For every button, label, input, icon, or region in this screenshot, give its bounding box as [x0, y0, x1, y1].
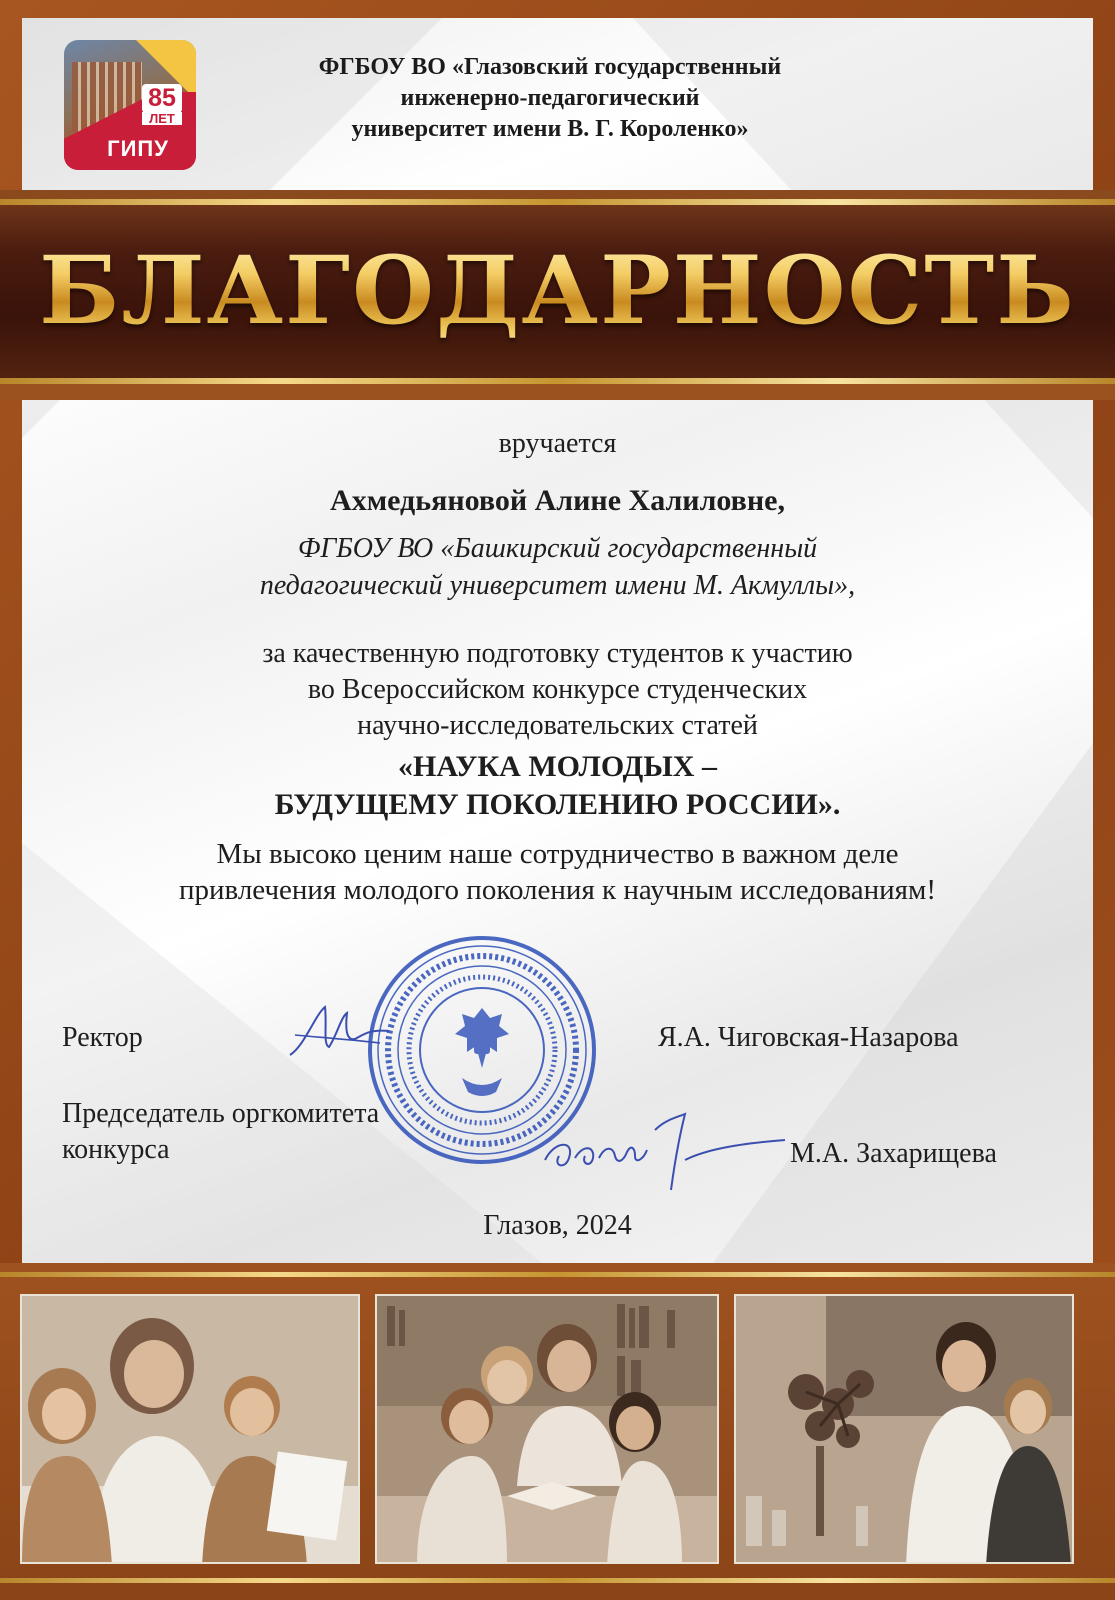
chair-name: М.А. Захарищева — [790, 1138, 997, 1169]
award-reason — [0, 636, 1115, 744]
contest-line: «НАУКА МОЛОДЫХ – — [398, 750, 717, 783]
chair-role-line: Председатель оргкомитета — [62, 1098, 380, 1129]
contest-name — [0, 748, 1115, 824]
institution-line: педагогический университет имени М. Акмуллы», — [259, 570, 856, 601]
reason-line: за качественную подготовку студентов к участию — [262, 638, 853, 669]
certificate-title: БЛАГОДАРНОСТЬ — [0, 236, 1115, 346]
children-reading-book-photo — [375, 1294, 719, 1564]
recipient-institution — [0, 530, 1115, 604]
rector-name: Я.А. Чиговская-Назарова — [658, 1022, 959, 1053]
teacher-with-children-photo — [20, 1294, 360, 1564]
logo-abbreviation: ГИПУ — [107, 136, 169, 161]
chemistry-lesson-photo — [734, 1294, 1074, 1564]
thanks-message — [0, 836, 1115, 908]
logo-anniversary-number: 85 — [142, 84, 182, 113]
reason-line: во Всероссийском конкурсе студенческих — [307, 674, 808, 705]
rector-role: Ректор — [62, 1022, 143, 1053]
chair-signature — [535, 1100, 795, 1200]
rector-signature — [285, 995, 395, 1075]
organization-line: инженерно-педагогический — [400, 85, 700, 111]
thanks-line: привлечения молодого поколения к научным исследованиям! — [178, 874, 937, 906]
reason-line: научно-исследовательских статей — [357, 710, 758, 741]
place-and-year: Глазов, 2024 — [483, 1210, 632, 1241]
gold-rule — [0, 199, 1115, 205]
chair-role — [62, 1096, 379, 1168]
contest-line: БУДУЩЕМУ ПОКОЛЕНИЮ РОССИИ». — [274, 788, 841, 821]
thanks-line: Мы высоко ценим наше сотрудничество в важном деле — [216, 838, 899, 870]
banner-edge — [0, 384, 1115, 400]
gold-rule — [0, 1578, 1115, 1583]
given-label: вручается — [498, 428, 617, 459]
banner-edge — [0, 190, 1115, 199]
chair-role-line: конкурса — [62, 1134, 170, 1165]
gold-rule — [0, 378, 1115, 384]
recipient-name: Ахмедьяновой Алине Халиловне, — [330, 484, 785, 517]
issuing-organization — [230, 52, 870, 145]
organization-line: университет имени В. Г. Короленко» — [351, 116, 749, 142]
institution-line: ФГБОУ ВО «Башкирский государственный — [297, 533, 818, 564]
university-logo — [64, 40, 196, 170]
gold-rule — [0, 1272, 1115, 1277]
organization-line: ФГБОУ ВО «Глазовский государственный — [318, 54, 782, 80]
logo-anniversary-years: ЛЕТ — [142, 112, 182, 125]
